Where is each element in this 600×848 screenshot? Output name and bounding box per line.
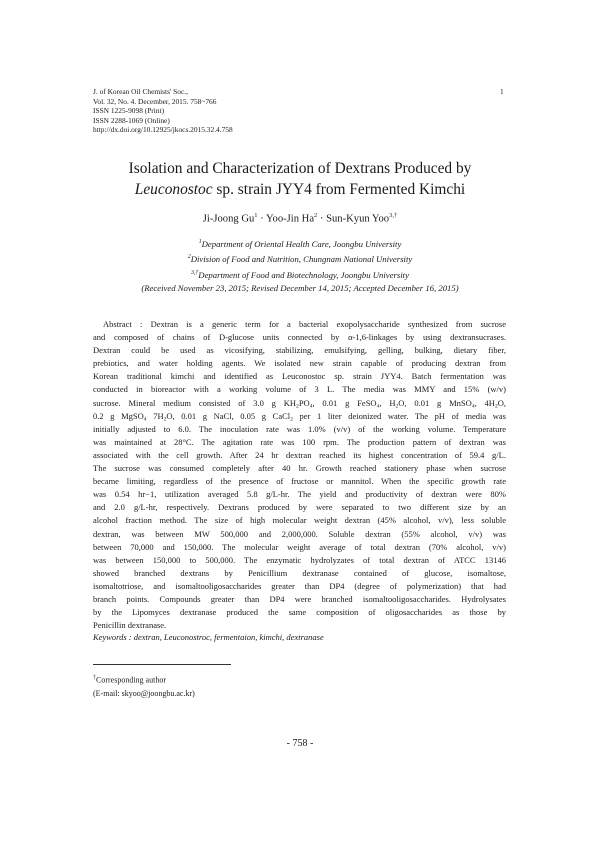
issn-print: ISSN 1225-9098 (Print) <box>93 106 165 115</box>
subscript: 2 <box>395 403 399 410</box>
abstract-text: O, <box>497 397 507 408</box>
affiliations <box>40 236 560 296</box>
abstract-line: Dextran could be used as vicosifying, stabilizing, emulsifying, gelling, bulking, dietary fiber, <box>93 345 506 356</box>
abstract-line: conducted in bioreactor with a working volume of 3 L. The media was MMY and 15% (w/v) <box>93 384 506 395</box>
affiliation-2-text: Division of Food and Nutrition, Chungnam National University <box>190 254 413 265</box>
abstract-text: per 1 liter deionized water. The pH of media was <box>292 410 506 421</box>
author-separator: · <box>257 213 266 225</box>
affiliation-2 <box>40 251 560 266</box>
abstract-line: was maintained at 28°C. The agitation rate was 100 rpm. The production pattern of dextran was <box>93 436 506 447</box>
abstract-line <box>93 397 506 410</box>
abstract-label: Abstract : <box>103 319 151 329</box>
keywords: Keywords : dextran, Leuconostroc, fermentaion, kimchi, dextranase <box>93 632 324 642</box>
subscript: 2 <box>163 416 167 423</box>
title-line-2-rest: sp. strain JYY4 from Fermented Kimchi <box>212 181 466 198</box>
abstract-text: 0.2 g MgSO <box>93 410 144 421</box>
author-separator: · <box>317 213 327 225</box>
journal-name: J. of Korean Oil Chemists' Soc., <box>93 87 188 96</box>
abstract-line: was 0.54 hr−1, utilization averaged 5.8 g/L-hr. The yield and productivity of dextran were 80% <box>93 489 506 500</box>
abstract-text: , 0.01 g FeSO <box>312 397 377 408</box>
abstract-line: dextran, was between MW 500,000 and 2,000,000. Soluble dextran (55% alcohol, v/v) was <box>93 528 506 539</box>
abstract-line: Penicillin dextranase. <box>93 620 167 631</box>
affiliation-2-marker: 2 <box>187 254 191 261</box>
abstract-line: associated with the cell growth. After 24 hr dextran reached its highest concentration of 59.4 g/L. <box>93 449 506 460</box>
corresponding-email: (E-mail: skyoo@joongbu.ac.kr) <box>93 688 195 698</box>
page-number: 1 <box>500 87 504 96</box>
abstract-text: , H <box>379 397 396 408</box>
author-1-affil: 1 <box>254 212 258 219</box>
abstract-line: Korean traditional kimchi and identified as Leuconostoc sp. strain JYY4. Batch fermentation was <box>93 371 506 382</box>
subscript: 2 <box>494 403 498 410</box>
abstract-line: isomaltotriose, and isomaltooligosaccharides greater than DP4 (degree of polymerization) that had <box>93 580 506 591</box>
author-list <box>40 212 560 225</box>
subscript: 2 <box>290 416 293 423</box>
abstract-text: 7H <box>146 410 164 421</box>
corresponding-author-note <box>93 672 195 687</box>
title-line-2 <box>135 181 465 198</box>
abstract-text: O, 0.01 g NaCl, 0.05 g CaCl <box>166 410 291 421</box>
subscript: 4 <box>471 403 475 410</box>
author-3: Sun-Kyun Yoo <box>326 213 390 225</box>
author-1: Ji-Joong Gu <box>202 213 255 225</box>
abstract-line: The sucrose was consumed completely after 40 hr. Growth reached stationery phase when sucrose <box>93 463 506 474</box>
affiliation-3-text: Department of Food and Biotechnology, Joongbu University <box>198 269 409 280</box>
affiliation-3 <box>40 267 560 282</box>
author-2-affil: 2 <box>314 212 318 219</box>
abstract-text: PO <box>298 397 310 408</box>
journal-volume: Vol. 32, No. 4. December, 2015. 758~766 <box>93 96 217 106</box>
affiliation-1 <box>40 236 560 251</box>
subscript: 4 <box>143 416 147 423</box>
author-3-affil: 3,† <box>389 212 398 219</box>
received-dates: (Received November 23, 2015; Revised December 14, 2015; Accepted December 16, 2015) <box>141 283 459 294</box>
abstract-line: and composed of chains of D-glucose units connected by α-1,6-linkages by using dextransucrases. <box>93 332 506 343</box>
title-line-1: Isolation and Characterization of Dextrans Produced by <box>128 160 472 177</box>
abstract-line: alcohol fraction method. The size of high molecular weight dextran (45% alcohol, v/v), less soluble <box>93 515 506 526</box>
abstract-text: , 4H <box>474 397 495 408</box>
subscript: 4 <box>309 403 313 410</box>
abstract-text: sucrose. Mineral medium consisted of 3.0 g KH <box>93 397 297 408</box>
abstract-line: was between 150,000 to 500,000. The enzymatic hydrolyzates of total dextran of ATCC 13146 <box>93 554 506 565</box>
subscript: 2 <box>296 403 299 410</box>
abstract-line <box>93 410 506 423</box>
genus-name: Leuconostoc <box>134 181 213 198</box>
dagger-marker: † <box>93 675 96 681</box>
abstract-line: initially adjusted to 6.0. The inoculation rate was 1.0% (v/v) of the working volume. Temperature <box>93 423 506 434</box>
paper-title <box>40 158 560 200</box>
footnote-divider <box>93 664 231 665</box>
subscript: 4 <box>376 403 380 410</box>
abstract-line <box>93 318 506 331</box>
page-footer: - 758 - <box>286 738 314 749</box>
footnote <box>93 672 195 700</box>
abstract-line: by the Lipomyces dextranase produced the same composition of oligosaccharides as those by <box>93 607 506 618</box>
corresponding-author-label: Corresponding author <box>96 675 166 685</box>
abstract-line: branch points. Compounds greater than DP4 were branched isomaltooligosaccharides. Hydrolysates <box>93 593 506 604</box>
affiliation-1-text: Department of Oriental Health Care, Joongbu University <box>201 238 402 249</box>
abstract-line: prebiotics, and water holding agents. We isolated new strain capable of producing dextran from <box>93 358 506 369</box>
abstract-text: O, 0.01 g MnSO <box>398 397 472 408</box>
abstract-line: between 70,000 and 150,000. The molecular weight average of total dextran (70% alcohol, v/v) <box>93 541 506 552</box>
abstract-line: became limiting, regardless of the presence of fructose or mannitol. When the specific growth rate <box>93 476 506 487</box>
abstract-text: Dextran is a generic term for a bacterial exopolysaccharide synthesized from sucrose <box>150 319 506 329</box>
abstract-line: showed branched dextrans by Penicillium dextranase contained of glucose, isomaltose, <box>93 567 506 578</box>
doi-link[interactable]: http://dx.doi.org/10.12925/jkocs.2015.32.4.758 <box>93 125 233 134</box>
abstract <box>93 318 506 632</box>
issn-online: ISSN 2288-1069 (Online) <box>93 115 170 125</box>
affiliation-3-marker: 3,† <box>191 269 199 276</box>
author-2: Yoo-Jin Ha <box>265 213 315 225</box>
abstract-line: and 2.0 g/L-hr, respectively. Dextrans produced by were separated to two different size by an <box>93 502 506 513</box>
journal-info <box>93 87 233 135</box>
affiliation-1-marker: 1 <box>198 239 202 245</box>
